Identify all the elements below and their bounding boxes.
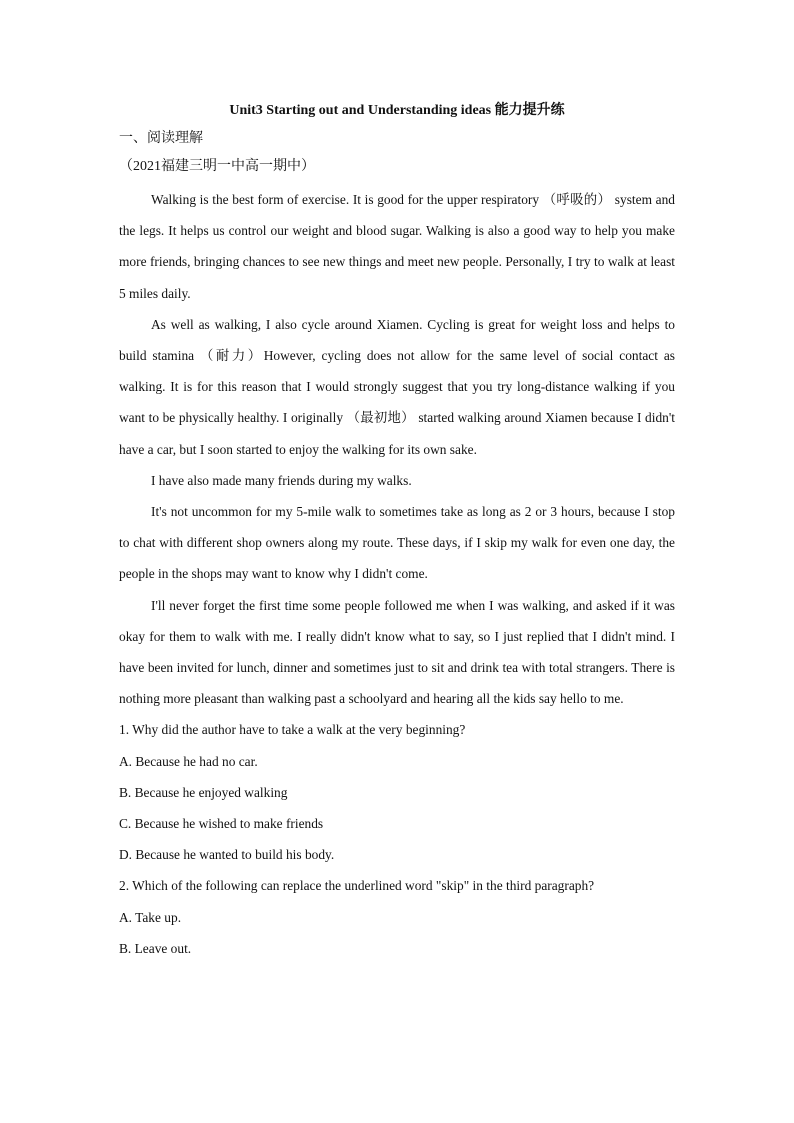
document-page bbox=[119, 100, 675, 964]
reading-passage bbox=[119, 184, 675, 714]
passage-paragraph-3: I have also made many friends during my walks. bbox=[151, 472, 412, 488]
document-title: Unit3 Starting out and Understanding ideas 能力提升练 bbox=[229, 103, 565, 118]
answer-option-a: A. Take up. bbox=[119, 909, 182, 925]
answer-option-c: C. Because he wished to make friends bbox=[119, 816, 324, 832]
answer-option-a: A. Because he had no car. bbox=[119, 753, 258, 769]
passage-paragraph-5: I'll never forget the first time some people followed me when I was walking, and asked if it was okay for them to walk with me. I really didn't know what to say, so I just replied that I didn't mind. I have been invited for lunch, dinner and sometimes just to sit and drink tea with total strangers. There is nothing more pleasant than walking past a schoolyard and hearing all the kids say hello to me. bbox=[119, 597, 675, 707]
question-stem: 1. Why did the author have to take a walk at the very beginning? bbox=[119, 722, 466, 738]
answer-option-b: B. Leave out. bbox=[119, 940, 192, 956]
question-stem: 2. Which of the following can replace the underlined word "skip" in the third paragraph? bbox=[119, 878, 595, 894]
passage-paragraph-1: Walking is the best form of exercise. It is good for the upper respiratory （呼吸的） system and the legs. It helps us control our weight and blood sugar. Walking is also a good way to help you make more friends, bringing chances to see new things and meet new people. Personally, I try to walk at least 5 miles daily. bbox=[119, 192, 675, 301]
section-heading: 一、阅读理解 bbox=[119, 131, 203, 146]
answer-option-d: D. Because he wanted to build his body. bbox=[119, 847, 335, 863]
question-2 bbox=[119, 870, 675, 964]
answer-option-b: B. Because he enjoyed walking bbox=[119, 784, 288, 800]
passage-paragraph-2: As well as walking, I also cycle around Xiamen. Cycling is great for weight loss and helps to build stamina （耐力）However, cycling does not allow for the same level of social contact as walking. It is for this reason that I would strongly suggest that you try long-distance walking if you want to be physically healthy. I originally （最初地） started walking around Xiamen because I didn't have a car, but I soon started to enjoy the walking for its own sake. bbox=[119, 316, 675, 457]
passage-source: （2021福建三明一中高一期中） bbox=[119, 159, 315, 174]
question-1 bbox=[119, 714, 675, 870]
passage-paragraph-4: It's not uncommon for my 5-mile walk to sometimes take as long as 2 or 3 hours, because I stop to chat with different shop owners along my route. These days, if I skip my walk for even one day, the people in the shops may want to know why I didn't come. bbox=[119, 504, 675, 582]
